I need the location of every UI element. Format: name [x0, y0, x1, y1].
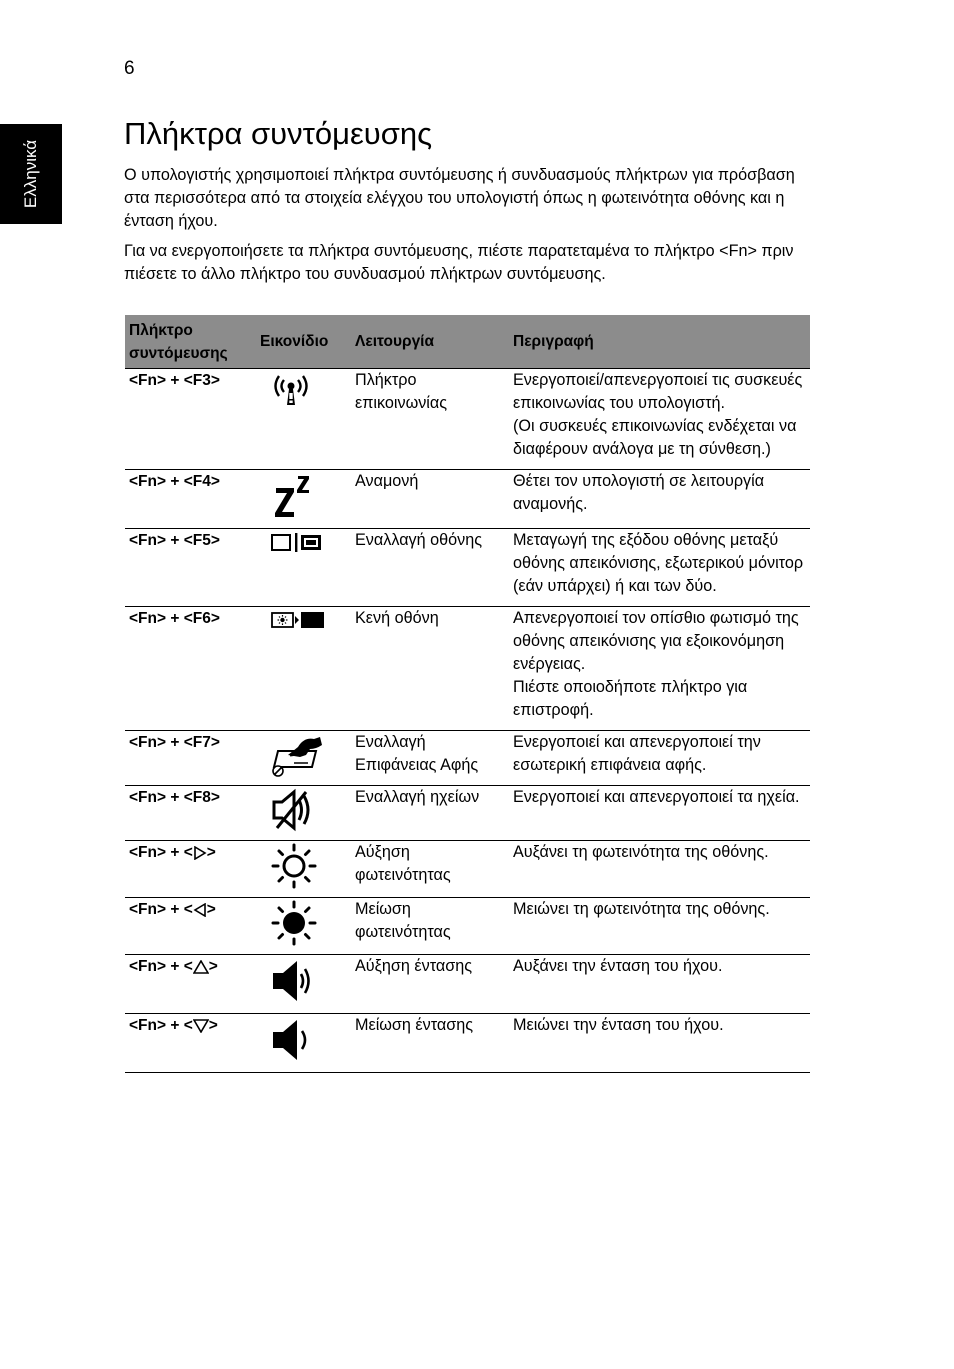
sleep-zz-icon: [270, 472, 316, 520]
header-function: Λειτουργία: [351, 315, 509, 369]
function-name: Αύξηση έντασης: [351, 955, 509, 1014]
table-row: [125, 955, 810, 1014]
touchpad-toggle-icon: [270, 733, 326, 777]
speaker-mute-icon: [270, 788, 316, 832]
brightness-up-icon: [270, 843, 318, 889]
intro-text: [124, 164, 814, 293]
intro-paragraph-1: Ο υπολογιστής χρησιμοποιεί πλήκτρα συντόμευσης ή συνδυασμούς πλήκτρων για πρόσβαση στα περισσότερα από τα στοιχεία ελέγχου του υπολογιστή όπως η φωτεινότητα οθόνης και η ένταση ήχου.: [124, 166, 795, 230]
hotkey-suffix: >: [208, 1017, 218, 1034]
description: Ενεργοποιεί και απενεργοποιεί την εσωτερική επιφάνεια αφής.: [509, 731, 810, 786]
hotkey-prefix: <Fn> + <: [129, 958, 193, 975]
function-name: Εναλλαγή οθόνης: [351, 529, 509, 607]
language-tab: [0, 124, 62, 224]
hotkey: [125, 841, 256, 898]
hotkey-suffix: >: [208, 958, 218, 975]
description: Θέτει τον υπολογιστή σε λειτουργία αναμονής.: [509, 470, 810, 529]
hotkey: [125, 898, 256, 955]
description: Αυξάνει την ένταση του ήχου.: [509, 955, 810, 1014]
hotkey-suffix: >: [206, 844, 216, 861]
display-toggle-icon: [270, 531, 324, 555]
wireless-communication-icon: [270, 371, 312, 411]
description: Μειώνει τη φωτεινότητα της οθόνης.: [509, 898, 810, 955]
table-row: [125, 529, 810, 607]
volume-up-icon: [270, 957, 316, 1005]
hotkey: <Fn> + <F5>: [125, 529, 256, 607]
header-hotkey-line2: συντόμευσης: [129, 344, 228, 362]
table-row: [125, 369, 810, 470]
hotkey-prefix: <Fn> + <: [129, 901, 193, 918]
arrow-down-icon: [193, 1019, 209, 1033]
header-hotkey-line1: Πλήκτρο: [129, 321, 193, 339]
hotkey-suffix: >: [206, 901, 216, 918]
hotkey: [125, 955, 256, 1014]
function-name: Μείωση έντασης: [351, 1014, 509, 1073]
description: Αυξάνει τη φωτεινότητα της οθόνης.: [509, 841, 810, 898]
description-cell: [509, 607, 810, 731]
arrow-up-icon: [193, 960, 209, 974]
function-name: Αύξηση φωτεινότητας: [351, 841, 509, 898]
hotkey: [125, 1014, 256, 1073]
table-row: [125, 607, 810, 731]
function-name: Κενή οθόνη: [351, 607, 509, 731]
arrow-left-icon: [193, 903, 207, 917]
hotkey-prefix: <Fn> + <: [129, 844, 193, 861]
table-row: [125, 731, 810, 786]
description-cell: [509, 369, 810, 470]
description: Απενεργοποιεί τον οπίσθιο φωτισμό της οθόνης απεικόνισης για εξοικονόμηση ενέργειας.: [513, 609, 799, 673]
volume-down-icon: [270, 1016, 316, 1064]
hotkey: <Fn> + <F4>: [125, 470, 256, 529]
hotkey-table: [125, 315, 810, 1073]
table-row: [125, 1014, 810, 1073]
description: Μειώνει την ένταση του ήχου.: [509, 1014, 810, 1073]
description: Μεταγωγή της εξόδου οθόνης μεταξύ οθόνης απεικόνισης, εξωτερικού μόνιτορ (εάν υπάρχει) ή και των δύο.: [509, 529, 810, 607]
description-note: Πιέστε οποιοδήποτε πλήκτρο για επιστροφή.: [513, 678, 748, 719]
table-header-row: [125, 315, 810, 369]
function-name: Εναλλαγή Επιφάνειας Αφής: [351, 731, 509, 786]
description: Ενεργοποιεί και απενεργοποιεί τα ηχεία.: [509, 786, 810, 841]
table-row: [125, 898, 810, 955]
table-row: [125, 841, 810, 898]
description: Ενεργοποιεί/απενεργοποιεί τις συσκευές επικοινωνίας του υπολογιστή.: [513, 371, 803, 412]
hotkey-prefix: <Fn> + <: [129, 1017, 193, 1034]
arrow-right-icon: [193, 846, 207, 860]
header-icon: Εικονίδιο: [256, 315, 351, 369]
hotkey: <Fn> + <F3>: [125, 369, 256, 470]
header-description: Περιγραφή: [509, 315, 810, 369]
page-title: Πλήκτρα συντόμευσης: [124, 116, 433, 151]
screen-blank-icon: [270, 609, 326, 631]
brightness-down-icon: [270, 900, 318, 946]
function-name: Εναλλαγή ηχείων: [351, 786, 509, 841]
language-tab-label: Ελληνικά: [21, 139, 40, 209]
table-row: [125, 786, 810, 841]
hotkey: <Fn> + <F8>: [125, 786, 256, 841]
header-hotkey: [125, 315, 256, 369]
page-number: 6: [124, 58, 135, 79]
hotkey: <Fn> + <F6>: [125, 607, 256, 731]
table-row: [125, 470, 810, 529]
function-name: Μείωση φωτεινότητας: [351, 898, 509, 955]
hotkey: <Fn> + <F7>: [125, 731, 256, 786]
function-name: Αναμονή: [351, 470, 509, 529]
description-note: (Οι συσκευές επικοινωνίας ενδέχεται να διαφέρουν ανάλογα με τη σύνθεση.): [513, 417, 797, 458]
function-name: Πλήκτρο επικοινωνίας: [351, 369, 509, 470]
intro-paragraph-2: Για να ενεργοποιήσετε τα πλήκτρα συντόμευσης, πιέστε παρατεταμένα το πλήκτρο <Fn> πριν πιέσετε το άλλο πλήκτρο του συνδυασμού πλήκτρων συντόμευσης.: [124, 242, 794, 283]
